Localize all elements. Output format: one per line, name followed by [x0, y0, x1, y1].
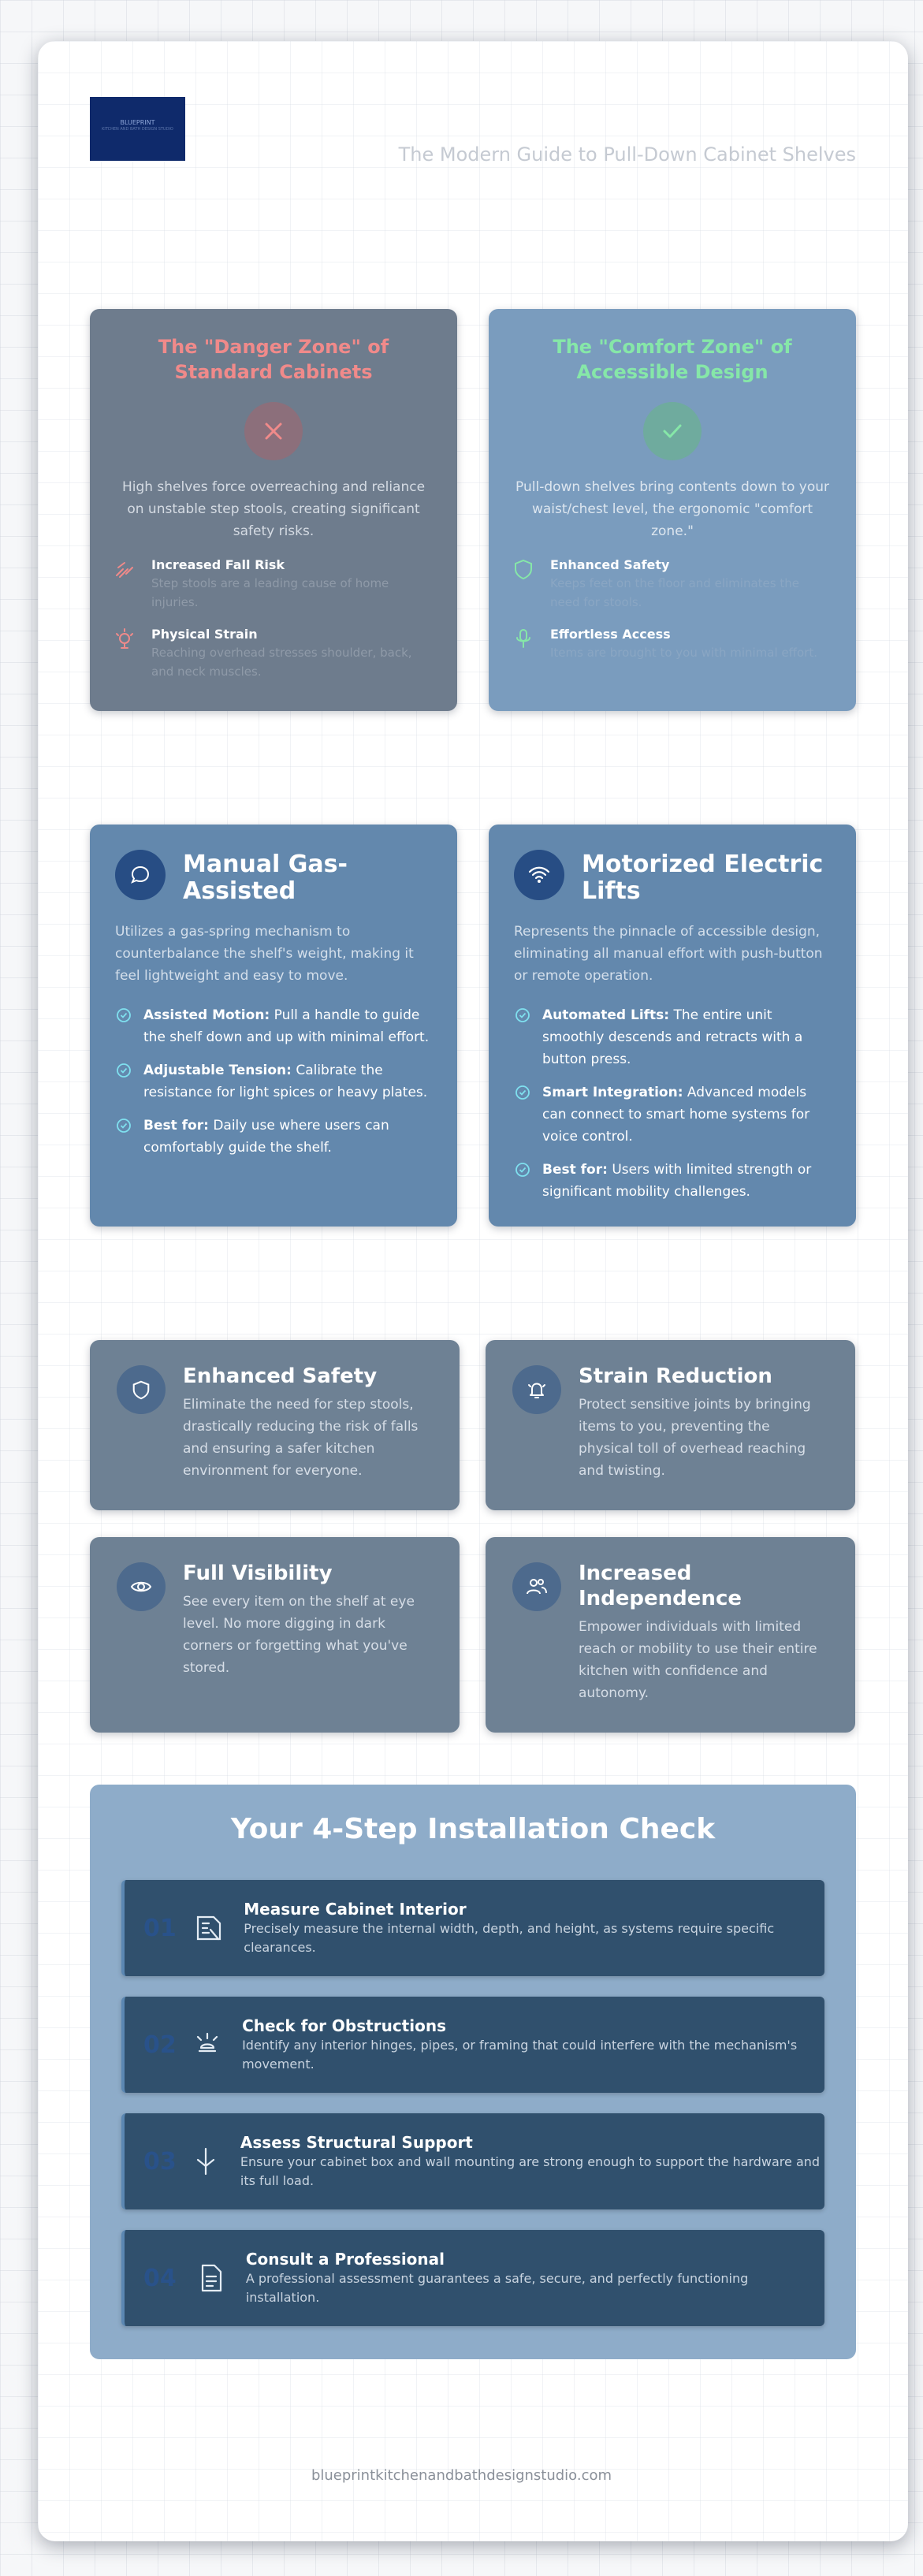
shield-icon: [117, 1365, 166, 1414]
danger-point: [114, 626, 434, 681]
check-icon: [643, 402, 702, 460]
step-title: Consult a Professional: [245, 2250, 445, 2269]
step-title: Check for Obstructions: [242, 2016, 446, 2035]
x-icon: [244, 402, 303, 460]
manual-lift-title: Manual Gas-Assisted: [183, 851, 348, 905]
benefit-card-strain: [486, 1340, 855, 1510]
comfort-zone-description: Pull-down shelves bring contents down to your waist/chest level, the ergonomic "comfort zone.": [515, 479, 829, 539]
step-title: Measure Cabinet Interior: [244, 1900, 467, 1919]
logo-line-2: KITCHEN AND BATH DESIGN STUDIO: [102, 127, 173, 132]
step-number: 04: [143, 2264, 177, 2292]
danger-point-text: Reaching overhead stresses shoulder, back, and neck muscles.: [151, 646, 412, 679]
benefit-title: Increased Independence: [579, 1562, 742, 1610]
check-circle-icon: [514, 1084, 531, 1101]
danger-point-title: Physical Strain: [151, 627, 258, 642]
step-text: Identify any interior hinges, pipes, or framing that could interfere with the mechanism's movement.: [242, 2038, 798, 2072]
users-icon: [512, 1562, 561, 1611]
installation-step: [121, 2230, 824, 2326]
bell-icon: [512, 1365, 561, 1414]
motorized-lift-features: [514, 1004, 829, 1203]
step-number: 01: [143, 1914, 177, 1942]
comfort-point-title: Effortless Access: [550, 627, 671, 642]
feature-label: Adjustable Tension:: [143, 1063, 292, 1078]
benefit-card-independence: [486, 1537, 855, 1733]
page-title: [304, 102, 856, 134]
benefit-text: Protect sensitive joints by bringing items to you, preventing the physical toll of overhead reaching and twisting.: [579, 1397, 811, 1479]
fall-icon: [114, 558, 136, 580]
installation-step: [121, 1880, 824, 1976]
check-circle-icon: [115, 1062, 132, 1079]
check-circle-icon: [115, 1117, 132, 1134]
comfort-zone-card: [489, 309, 856, 711]
ruler-icon: [192, 1911, 226, 1945]
list-item: [115, 1004, 430, 1048]
feature-label: Automated Lifts:: [542, 1007, 670, 1023]
feature-label: Smart Integration:: [542, 1085, 683, 1100]
motorized-lift-card: [489, 825, 856, 1227]
arrow-down-icon: [188, 2144, 223, 2179]
danger-point-text: Step stools are a leading cause of home injuries.: [151, 576, 389, 609]
microphone-icon: [512, 627, 534, 650]
manual-lift-features: [115, 1004, 430, 1159]
wifi-icon: [514, 850, 564, 900]
list-item: [115, 1115, 430, 1159]
list-item: [514, 1081, 829, 1148]
installation-step: [121, 1997, 824, 2093]
benefit-text: Empower individuals with limited reach or mobility to use their entire kitchen with confidence and autonomy.: [579, 1619, 817, 1701]
comfort-point: [512, 626, 832, 662]
benefit-title: Enhanced Safety: [183, 1364, 378, 1388]
shield-icon: [512, 558, 534, 580]
check-circle-icon: [115, 1007, 132, 1024]
footer-url[interactable]: blueprintkitchenandbathdesignstudio.com: [311, 2467, 612, 2484]
motorized-lift-description: Represents the pinnacle of accessible design, eliminating all manual effort with push-button or remote operation.: [514, 924, 823, 984]
logo-line-1: BLUEPRINT: [120, 119, 155, 126]
document-icon: [194, 2261, 229, 2295]
feature-text: Pull a handle to guide the shelf down and up with minimal effort.: [143, 1007, 430, 1045]
list-item: [115, 1059, 430, 1104]
feature-label: Best for:: [542, 1162, 608, 1178]
comfort-point: [512, 557, 832, 612]
feature-label: Assisted Motion:: [143, 1007, 270, 1023]
step-number: 02: [143, 2031, 177, 2059]
eye-icon: [117, 1562, 166, 1611]
list-item: [514, 1159, 829, 1203]
installation-section: [90, 1785, 856, 2359]
comfort-point-text: Keeps feet on the floor and eliminates the need for stools.: [550, 576, 799, 609]
benefit-text: Eliminate the need for step stools, drastically reducing the risk of falls and ensuring a safer kitchen environment for everyone.: [183, 1397, 419, 1479]
danger-point-title: Increased Fall Risk: [151, 557, 285, 572]
benefit-card-visibility: [90, 1537, 460, 1733]
danger-zone-card: [90, 309, 457, 711]
lamp-icon: [190, 2027, 225, 2062]
comfort-zone-title: The "Comfort Zone" of Accessible Design: [553, 336, 792, 383]
strain-icon: [114, 627, 136, 650]
danger-zone-title: The "Danger Zone" of Standard Cabinets: [158, 336, 389, 383]
danger-zone-description: High shelves force overreaching and reliance on unstable step stools, creating significant safety risks.: [121, 479, 426, 539]
benefit-title: Strain Reduction: [579, 1364, 772, 1388]
chat-bubble-icon: [115, 850, 166, 900]
manual-lift-card: [90, 825, 457, 1227]
installation-title: Your 4-Step Installation Check: [230, 1813, 716, 1845]
benefit-card-safety: [90, 1340, 460, 1510]
comfort-point-text: Items are brought to you with minimal effort.: [550, 646, 817, 660]
feature-text: Daily use where users can comfortably guide the shelf.: [143, 1118, 389, 1156]
danger-point: [114, 557, 434, 612]
comfort-point-title: Enhanced Safety: [550, 557, 670, 572]
manual-lift-description: Utilizes a gas-spring mechanism to counterbalance the shelf's weight, making it feel lightweight and easy to move.: [115, 924, 414, 984]
step-title: Assess Structural Support: [240, 2133, 473, 2152]
feature-text: Calibrate the resistance for light spices or heavy plates.: [143, 1063, 428, 1100]
feature-text: The entire unit smoothly descends and retracts with a button press.: [542, 1007, 803, 1067]
step-text: Precisely measure the internal width, depth, and height, as systems require specific clearances.: [244, 1921, 775, 1955]
page-subtitle: The Modern Guide to Pull-Down Cabinet Shelves: [398, 143, 856, 166]
benefit-text: See every item on the shelf at eye level. No more digging in dark corners or forgetting what you've stored.: [183, 1594, 415, 1676]
motorized-lift-title: Motorized Electric Lifts: [582, 851, 824, 905]
check-circle-icon: [514, 1007, 531, 1024]
step-text: A professional assessment guarantees a safe, secure, and perfectly functioning installation.: [245, 2271, 749, 2305]
list-item: [514, 1004, 829, 1070]
installation-step: [121, 2113, 824, 2209]
feature-text: Advanced models can connect to smart home systems for voice control.: [542, 1085, 810, 1145]
benefit-title: Full Visibility: [183, 1562, 333, 1585]
step-number: 03: [143, 2147, 177, 2176]
feature-label: Best for:: [143, 1118, 209, 1134]
step-text: Ensure your cabinet box and wall mounting are strong enough to support the hardware and its full load.: [240, 2154, 821, 2188]
check-circle-icon: [514, 1161, 531, 1178]
feature-text: Users with limited strength or significant mobility challenges.: [542, 1162, 812, 1200]
brand-logo: [90, 97, 185, 161]
